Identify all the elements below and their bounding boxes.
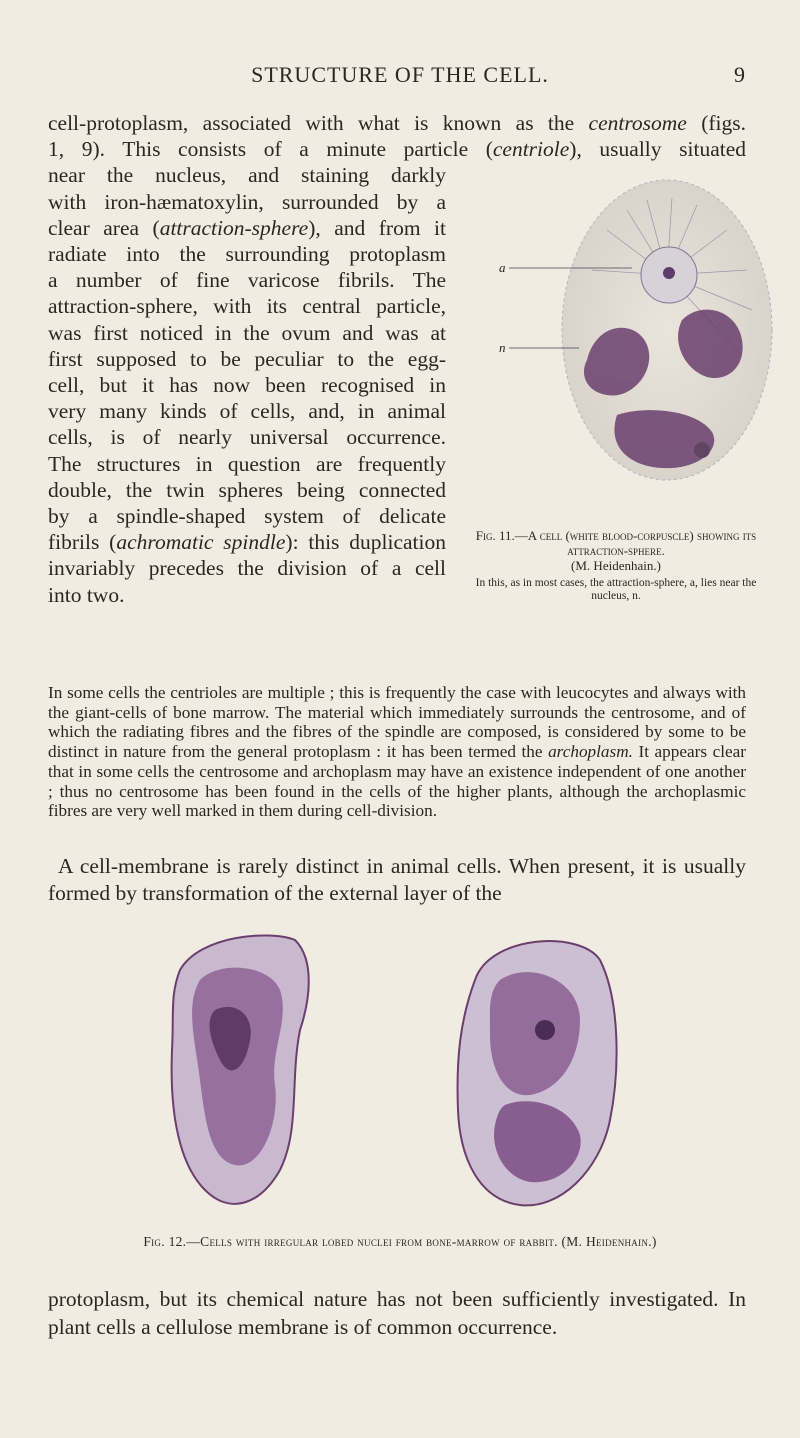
text-line: attraction-sphere, with its central particle, — [48, 294, 446, 319]
text-line: cell-protoplasm, associated with what is known as the centrosome (figs. — [48, 111, 746, 135]
page-header — [0, 62, 800, 90]
text-line: cell, but it has now been recognised in — [48, 373, 446, 398]
text-line: with iron-hæmatoxylin, surrounded by a — [48, 189, 446, 214]
page-number: 9 — [734, 62, 745, 87]
cell-right — [458, 941, 617, 1205]
text-line: fibrils (achromatic spindle): this duplication — [48, 530, 446, 555]
figure-12-bone-marrow-cells — [160, 920, 640, 1220]
caption-note: In this, as in most cases, the attraction-sphere, a, lies near the nucleus, n. — [475, 577, 757, 602]
text-line: first supposed to be peculiar to the egg- — [48, 346, 446, 371]
centriole — [663, 267, 675, 279]
label-n: n — [499, 340, 506, 355]
text-line: radiate into the surrounding protoplasm — [48, 242, 446, 267]
text-line: 1, 9). This consists of a minute particle (centriole), usually situated — [48, 137, 746, 162]
cell-left — [172, 935, 309, 1203]
paragraph-cell-membrane: A cell-membrane is rarely distinct in animal cells. When present, it is usually formed by transformation of the external layer of the — [48, 854, 746, 905]
caption-credit: (M. Heidenhain.) — [571, 558, 661, 573]
text-line: double, the twin spheres being connected — [48, 477, 446, 502]
paragraph-protoplasm: protoplasm, but its chemical nature has not been sufficiently investigated. In plant cells a cellulose membrane is of common occurrence. — [48, 1287, 746, 1339]
bone-marrow-illustration — [160, 920, 640, 1220]
text-line: by a spindle-shaped system of delicate — [48, 504, 446, 529]
text-line: The structures in question are frequently — [48, 451, 446, 476]
text-line: invariably precedes the division of a cell — [48, 556, 446, 581]
figure-11-white-blood-cell — [497, 170, 787, 520]
running-head: STRUCTURE OF THE CELL. — [251, 62, 549, 87]
figure-12-caption: Fig. 12.—Cells with irregular lobed nuclei from bone-marrow of rabbit. (M. Heidenhain.) — [143, 1234, 657, 1249]
text-line: into two. — [48, 582, 125, 607]
text-line: was first noticed in the ovum and was at — [48, 320, 446, 345]
text-line: near the nucleus, and staining darkly — [48, 163, 446, 188]
caption-title: Fig. 11.—A cell (white blood-corpuscle) showing its attraction-sphere. — [475, 528, 757, 558]
text-line: cells, is of nearly universal occurrence. — [48, 425, 446, 450]
label-a: a — [499, 260, 506, 275]
figure-11-caption — [466, 528, 766, 603]
cell-illustration — [497, 170, 787, 510]
paragraph-archoplasm: In some cells the centrioles are multiple ; this is frequently the case with leucocytes and always with the giant-cells of bone marrow. The material which immediately surrounds the centrosome, and of which the radiating fibres and the fibres of the spindle are composed, is considered by some to be distinct in nature from the general protoplasm : it has been termed the archoplasm. It appears clear that in some cells the centrosome and archoplasm may have an existence independent of one another ; thus no centrosome has been found in the cells of the higher plants, although the archoplasmic fibres are very well marked in them during cell-division. — [48, 683, 746, 821]
text-line: a number of fine varicose fibrils. The — [48, 268, 446, 293]
text-line: clear area (attraction-sphere), and from it — [48, 215, 446, 240]
text-line: very many kinds of cells, and, in animal — [48, 399, 446, 424]
